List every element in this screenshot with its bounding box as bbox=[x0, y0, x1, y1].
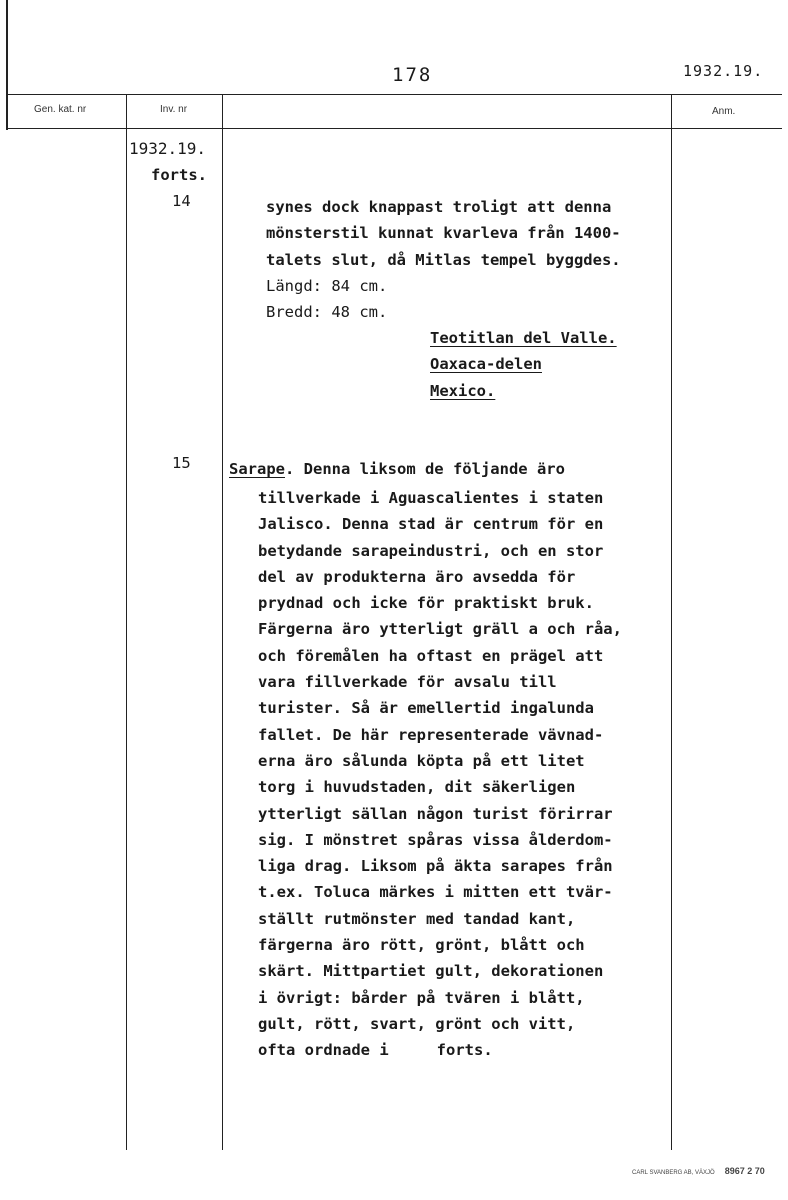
printer-imprint bbox=[632, 1166, 765, 1176]
page-number: 178 bbox=[392, 64, 433, 86]
text-line: sig. I mönstret spåras vissa ålderdom- bbox=[258, 830, 613, 849]
text-line: gult, rött, svart, grönt och vitt, bbox=[258, 1014, 576, 1033]
text-line: t.ex. Toluca märkes i mitten ett tvär- bbox=[258, 883, 613, 902]
item15-title: Sarape bbox=[229, 460, 285, 478]
entry-year: 1932.19. bbox=[129, 139, 207, 158]
text-line: ytterligt sällan någon turist förirrar bbox=[258, 804, 613, 823]
column-line-anm bbox=[671, 95, 672, 1150]
text-line: erna äro sålunda köpta på ett litet bbox=[258, 751, 585, 770]
text-line-last bbox=[258, 1037, 622, 1063]
last-line-text: ofta ordnade i bbox=[258, 1041, 389, 1060]
text-line: mönsterstil kunnat kvarleva från 1400- bbox=[266, 224, 621, 243]
entry-forts: forts. bbox=[151, 166, 207, 184]
text-line: torg i huvudstaden, dit säkerligen bbox=[258, 778, 576, 797]
item15-first-line-rest: . Denna liksom de följande äro bbox=[285, 460, 565, 478]
text-line: i övrigt: bårder på tvären i blått, bbox=[258, 988, 585, 1007]
location-line: Mexico. bbox=[430, 381, 496, 400]
text-line: Jalisco. Denna stad är centrum för en bbox=[258, 515, 604, 534]
item14-text bbox=[266, 194, 621, 325]
text-line: synes dock knappast troligt att denna bbox=[266, 198, 612, 216]
text-line: färgerna äro rött, grönt, blått och bbox=[258, 936, 585, 955]
item14-location bbox=[430, 325, 617, 404]
last-line-forts: forts. bbox=[436, 1041, 493, 1060]
item15-first-line bbox=[229, 456, 565, 482]
text-line: Färgerna äro ytterligt gräll a och råa, bbox=[258, 620, 622, 639]
text-line: talets slut, då Mitlas tempel byggdes. bbox=[266, 250, 621, 269]
text-line: Bredd: 48 cm. bbox=[266, 303, 388, 322]
column-line-gen-kat bbox=[126, 95, 127, 1150]
item-number-15: 15 bbox=[172, 454, 191, 472]
header-rule-top bbox=[8, 94, 782, 95]
location-line: Oaxaca-delen bbox=[430, 355, 542, 374]
text-line: och föremålen ha oftast en prägel att bbox=[258, 646, 604, 665]
item15-text bbox=[258, 485, 622, 1064]
text-line: prydnad och icke för praktiskt bruk. bbox=[258, 594, 594, 613]
left-margin-line bbox=[6, 0, 8, 130]
text-line: skärt. Mittpartiet gult, dekorationen bbox=[258, 962, 604, 981]
column-header-gen-kat: Gen. kat. nr bbox=[34, 104, 87, 115]
text-line: liga drag. Liksom på äkta sarapes från bbox=[258, 857, 613, 876]
location-line: Teotitlan del Valle. bbox=[430, 329, 617, 347]
text-line: betydande sarapeindustri, och en stor bbox=[258, 541, 604, 560]
printer-name: CARL SVANBERG AB, VÄXJÖ bbox=[632, 1170, 715, 1176]
item-number-14: 14 bbox=[172, 192, 191, 210]
catalog-number: 1932.19. bbox=[683, 62, 764, 80]
header-rule-bottom bbox=[8, 128, 782, 129]
column-header-anm: Anm. bbox=[712, 106, 736, 117]
text-line: vara fillverkade för avsalu till bbox=[258, 673, 557, 692]
text-line: del av produkterna äro avsedda för bbox=[258, 567, 576, 586]
column-line-inv bbox=[222, 95, 223, 1150]
text-line: ställt rutmönster med tandad kant, bbox=[258, 909, 576, 928]
text-line: fallet. De här representerade vävnad- bbox=[258, 725, 604, 744]
form-code: 8967 2 70 bbox=[724, 1166, 765, 1176]
text-line: Längd: 84 cm. bbox=[266, 276, 388, 295]
column-header-inv: Inv. nr bbox=[160, 104, 188, 115]
text-line: turister. Så är emellertid ingalunda bbox=[258, 699, 594, 718]
text-line: tillverkade i Aguascalientes i staten bbox=[258, 489, 604, 507]
